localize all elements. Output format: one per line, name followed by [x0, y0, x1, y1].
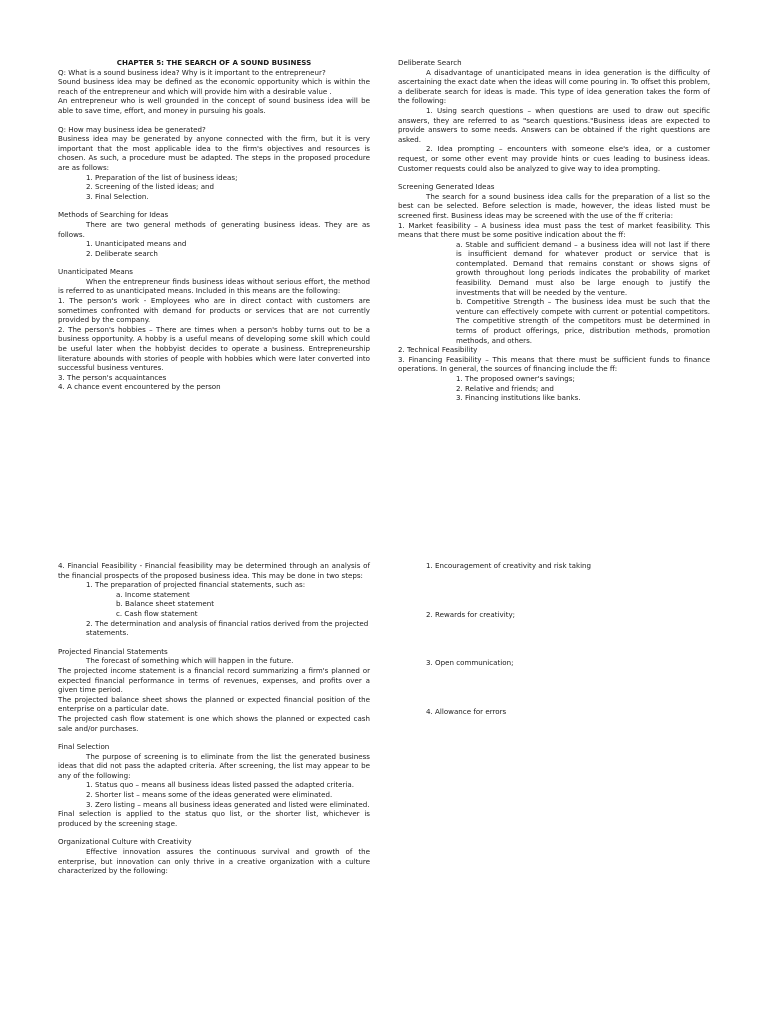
list-item: 2. Idea prompting – encounters with someone else's idea, or a customer request, or some other event may provide hints or cues leading to business ideas. Customer requests could also be analyzed to give way to idea prompting.: [398, 144, 710, 173]
list-item: 1. The person's work - Employees who are in direct contact with customers are sometimes confronted with demand for products or services that are not currently provided by the company.: [58, 296, 370, 325]
column-bottom-right: [398, 561, 710, 716]
list-item: 1. The proposed owner's savings;: [456, 374, 575, 383]
column-bottom-left: [58, 561, 370, 876]
list-item: 1. The preparation of projected financial statements, such as:: [86, 580, 306, 590]
list-item: 2. Rewards for creativity;: [426, 609, 516, 619]
list-item: 2. Deliberate search: [86, 248, 158, 258]
list-item: c. Cash flow statement: [116, 608, 198, 618]
paragraph: The search for a sound business idea calls for the preparation of a list so the best can be selected. Before selection is made, however, the ideas listed must be screened first. Business ideas may be screened with the use of the ff criteria:: [398, 191, 710, 220]
list-item: 3. Open communication;: [426, 658, 514, 668]
criterion-financing: 3. Financing Feasibility – This means that there must be sufficient funds to finance operations. In general, the sources of financing include the ff:: [398, 354, 710, 374]
list-item: 2. The person's hobbies – There are times when a person's hobby turns out to be a business opportunity. A hobby is a useful means of developing some skill which could be useful later when the hobbyist decides to operate a business. Entrepreneurship literature abounds with stories of people with hobbies which were later converted into successful business ventures.: [58, 324, 370, 373]
list-item: a. Income statement: [116, 589, 190, 599]
paragraph: An entrepreneur who is well grounded in the concept of sound business idea will be able to save time, effort, and money in pursuing his goals.: [58, 96, 370, 115]
chapter-title: CHAPTER 5: THE SEARCH OF A SOUND BUSINESS: [116, 58, 312, 67]
paragraph: Final selection is applied to the status quo list, or the shorter list, whichever is produced by the screening stage.: [58, 809, 370, 828]
section-heading: Deliberate Search: [398, 58, 462, 67]
criterion-market: 1. Market feasibility – A business idea must pass the test of market feasibility. This means that there must be some positive indication about the ff:: [398, 220, 710, 240]
list-item: 1. Preparation of the list of business ideas;: [86, 172, 238, 182]
list-item: 2. Shorter list – means some of the ideas generated were eliminated.: [86, 790, 333, 800]
list-item: 1. Unanticipated means and: [86, 239, 187, 249]
list-item: 3. Financing institutions like banks.: [456, 393, 581, 403]
list-item: 4. Allowance for errors: [426, 706, 507, 716]
section-heading: Projected Financial Statements: [58, 646, 168, 656]
paragraph: The projected cash flow statement is one which shows the planned or expected cash sale and/or purchases.: [58, 713, 370, 733]
list-item: b. Balance sheet statement: [116, 599, 215, 609]
criterion-technical: 2. Technical Feasibility: [398, 345, 478, 355]
question-1: Q: What is a sound business idea? Why is it important to the entrepreneur?: [58, 67, 326, 77]
paragraph: Effective innovation assures the continuous survival and growth of the enterprise, but innovation can only thrive in a creative organization with a culture characterized by the following:: [58, 847, 370, 876]
paragraph: The projected income statement is a financial record summarizing a firm's planned or expected financial performance in terms of revenues, expenses, and profits over a given time period.: [58, 665, 370, 695]
list-item: 3. Zero listing – means all business ideas generated and listed were eliminated.: [86, 799, 370, 809]
list-item: a. Stable and sufficient demand – a business idea will not last if there is insufficient demand for whatever product or service that is contemplated. Demand that remains constant or shows signs of growth throughout long periods indicates the probability of market feasibility. Demand must also be large enough to justify the investments that will be needed by the venture.: [456, 239, 710, 297]
list-item: 1. Status quo – means all business ideas listed passed the adapted criteria.: [86, 780, 355, 790]
list-item: 4. A chance event encountered by the person: [58, 382, 221, 392]
section-heading: Unanticipated Means: [58, 267, 133, 277]
paragraph: The forecast of something which will happen in the future.: [86, 656, 294, 666]
list-item: 1. Encouragement of creativity and risk taking: [426, 561, 592, 570]
paragraph: A disadvantage of unanticipated means in idea generation is the difficulty of ascertaining the exact date when the ideas will come pouring in. To offset this problem, a deliberate search for ideas is made. This type of idea generation takes the form of the following:: [398, 67, 710, 106]
list-item: 2. Relative and friends; and: [456, 383, 554, 393]
list-item: 3. Final Selection.: [86, 191, 149, 201]
section-heading: Screening Generated Ideas: [398, 182, 495, 192]
column-top-right: [398, 58, 710, 403]
list-item: 3. The person's acquaintances: [58, 372, 167, 382]
section-heading: Final Selection: [58, 742, 110, 752]
section-heading: Methods of Searching for Ideas: [58, 210, 169, 220]
paragraph: The projected balance sheet shows the planned or expected financial position of the enterprise on a particular date.: [58, 694, 370, 714]
paragraph: The purpose of screening is to eliminate from the list the generated business ideas that did not pass the adapted criteria. After screening, the list may appear to be any of the following:: [58, 751, 370, 780]
question-2: Q: How may business idea be generated?: [58, 124, 206, 134]
list-item: 1. Using search questions – when questions are used to draw out specific answers, they are referred to as "search questions."Business ideas are expected to provide answers to some needs. Answers can be obtained if the right questions are asked.: [398, 105, 710, 144]
section-heading: Organizational Culture with Creativity: [58, 837, 192, 847]
paragraph: When the entrepreneur finds business ideas without serious effort, the method is referred to as unanticipated means. Included in this means are the following:: [58, 276, 370, 296]
list-item: b. Competitive Strength – The business idea must be such that the venture can effectively compete with current or potential competitors. The competitive strength of the competitors must be determined in terms of product offerings, price, distribution methods, promotion methods, and others.: [456, 297, 710, 345]
list-item: 2. Screening of the listed ideas; and: [86, 182, 215, 192]
column-top-left: [58, 58, 370, 392]
criterion-financial: 4. Financial Feasibility - Financial feasibility may be determined through an analysis of the financial prospects of the proposed business idea. This may be done in two steps:: [58, 561, 370, 580]
paragraph: Business idea may be generated by anyone connected with the firm, but it is very important that the most applicable idea to the firm's objectives and resources is chosen. As such, a procedure must be adapted. The steps in the proposed procedure are as follows:: [58, 134, 370, 172]
paragraph: Sound business idea may be defined as the economic opportunity which is within the reach of the entrepreneur and which will provide him with a desirable value .: [58, 77, 370, 96]
list-item: 2. The determination and analysis of financial ratios derived from the projected statements.: [86, 618, 369, 638]
paragraph: There are two general methods of generating business ideas. They are as follows.: [58, 219, 370, 239]
